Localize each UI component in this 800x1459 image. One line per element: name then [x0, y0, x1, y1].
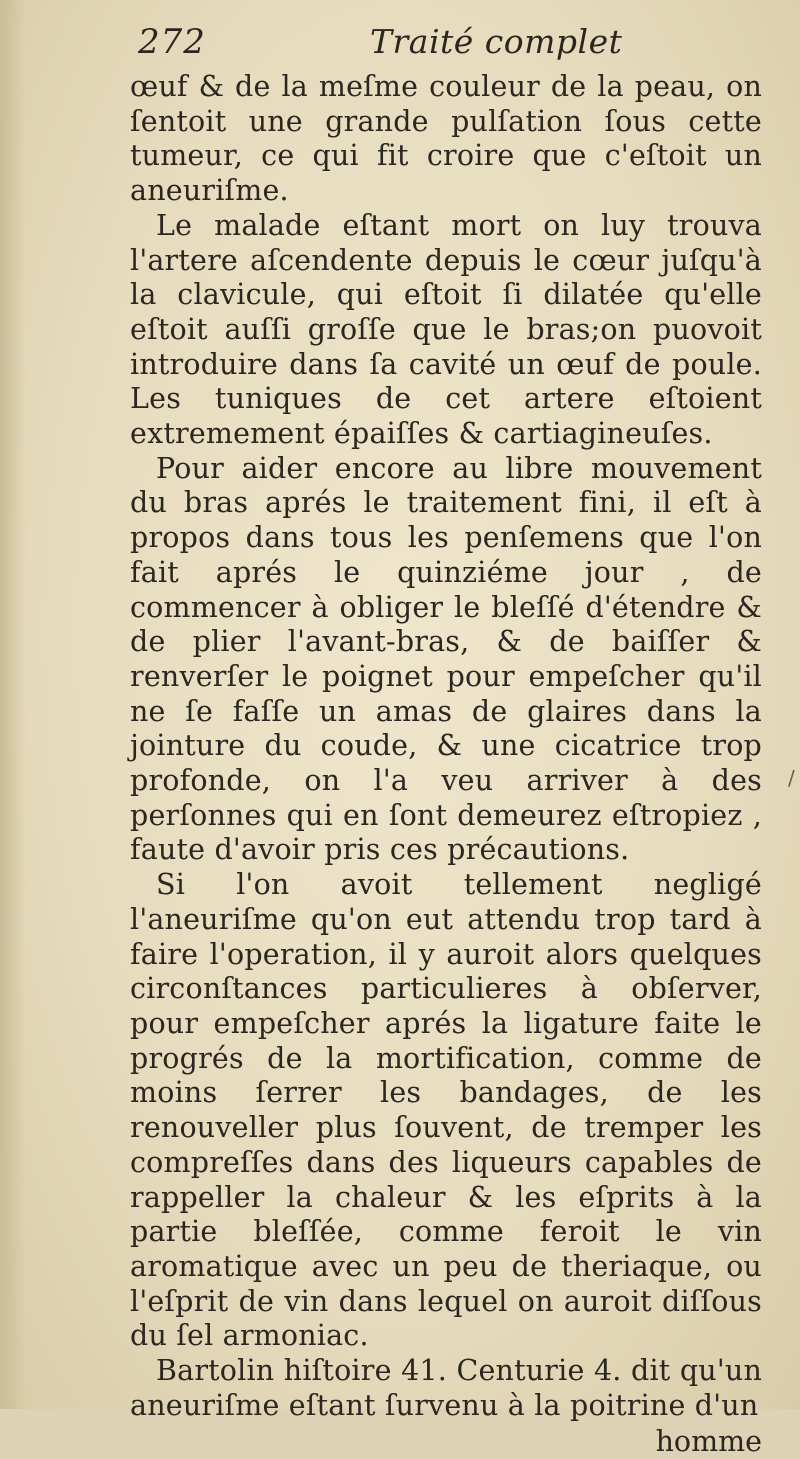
paragraph-autopsy: Le malade eſtant mort on luy trouva l'artere aſcendente depuis le cœur juſqu'à la clavicule, qui eſtoit ſi dilatée qu'elle eſtoit auſſi groſſe que le bras;on puovoit introduire dans ſa cavité un œuf de poule. Les tuniques de cet artere eſtoient extremement épaiſſes & cartiagineuſes. [130, 208, 762, 451]
page-header [130, 22, 770, 70]
catchword: homme [655, 1425, 762, 1459]
page-number: 272 [138, 22, 206, 62]
body-text [130, 70, 762, 1423]
paragraph-arm-movement: Pour aider encore au libre mouvement du bras aprés le traitement fini, il eſt à propos dans tous les penſemens que l'on fait aprés le quinziéme jour , de commencer à obliger le bleſſé d'étendre & de plier l'avant-bras, & de baiſſer & renverſer le poignet pour empeſcher qu'il ne ſe faſſe un amas de glaires dans la jointure du coude, & une cicatrice trop profonde, on l'a veu arriver à des perſonnes qui en ſont demeurez eſtropiez , faute d'avoir pris ces précautions. [130, 451, 762, 867]
paragraph-neglected-aneurysm: Si l'on avoit tellement negligé l'aneuriſme qu'on eut attendu trop tard à faire l'operation, il y auroit alors quelques circonſtances particulieres à obſerver, pour empeſcher aprés la ligature faite le progrés de la mortification, comme de moins ſerrer les bandages, de les renouveller plus ſouvent, de tremper les compreſſes dans des liqueurs capables de rappeller la chaleur & les eſprits à la partie bleſſée, comme feroit le vin aromatique avec un peu de theriaque, ou l'eſprit de vin dans lequel on auroit diſſous du ſel armoniac. [130, 868, 762, 1353]
paragraph-continuation: œuf & de la meſme couleur de la peau, on ſentoit une grande pulſation ſous cette tumeur, ce qui fit croire que c'eſtoit un aneuriſme. [130, 70, 762, 208]
running-title: Traité complet [370, 22, 623, 61]
paragraph-bartolin: Bartolin hiſtoire 41. Centurie 4. dit qu'un aneuriſme eſtant ſurvenu à la poitrine d'un [130, 1354, 762, 1422]
margin-mark: / [788, 766, 795, 790]
